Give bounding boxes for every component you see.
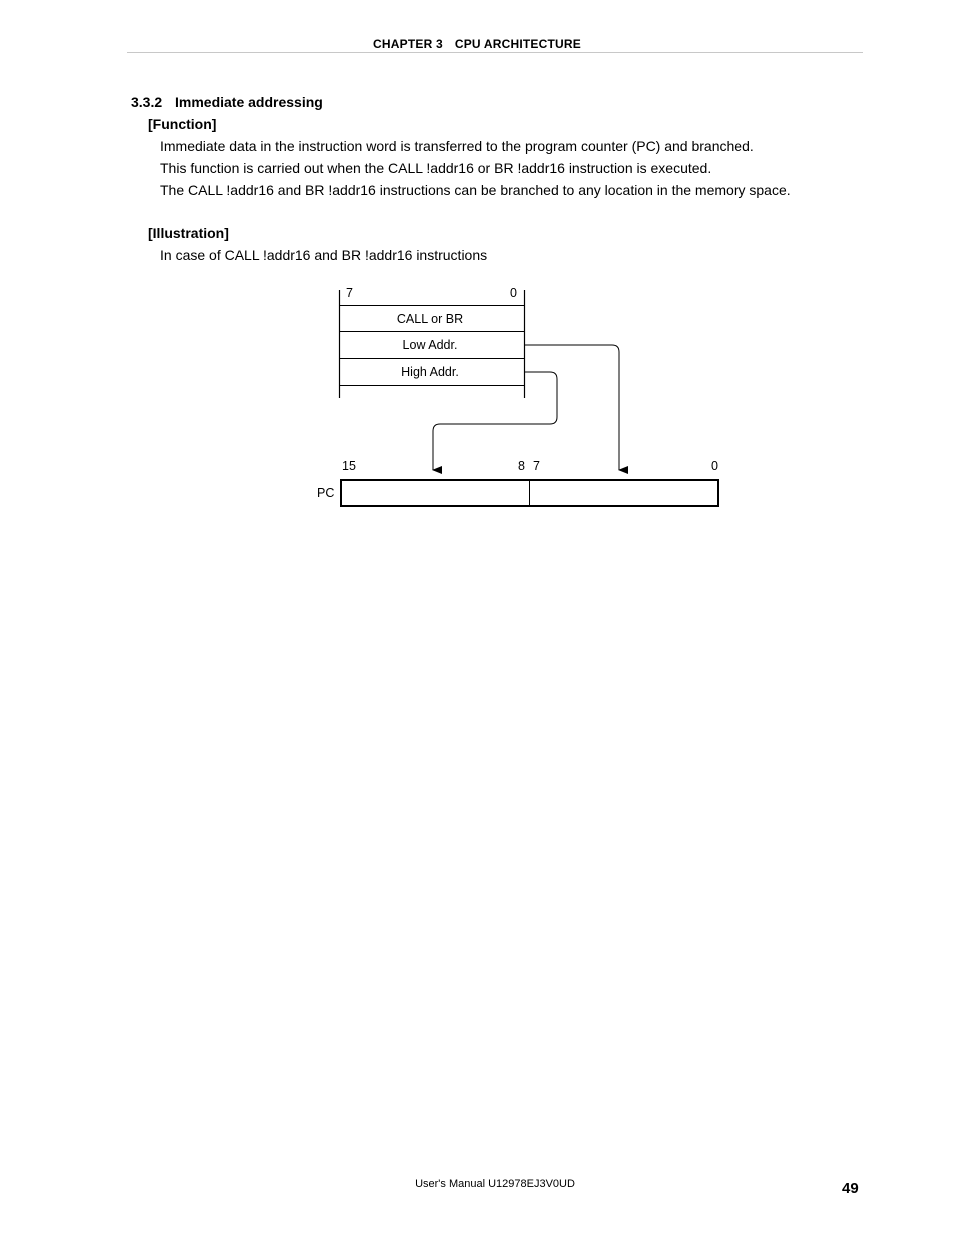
pc-bit-8: 8 (518, 459, 525, 473)
function-heading: [Function] (148, 116, 217, 132)
function-line-1: Immediate data in the instruction word is transferred to the program counter (PC) and branched. (160, 138, 754, 154)
instruction-bit-high: 7 (346, 286, 353, 300)
section-number: 3.3.2 (131, 94, 163, 110)
row-call-or-br: CALL or BR (396, 312, 464, 326)
section-title: Immediate addressing (175, 94, 323, 110)
pc-bit-15: 15 (342, 459, 356, 473)
page-number: 49 (842, 1180, 859, 1197)
pc-bit-7: 7 (533, 459, 540, 473)
instruction-word (339, 286, 525, 398)
function-line-3: The CALL !addr16 and BR !addr16 instructions can be branched to any location in the memory space. (160, 182, 791, 198)
high-addr-arrow (433, 372, 557, 470)
row-low-addr: Low Addr. (402, 338, 458, 352)
low-addr-arrow (525, 345, 619, 470)
chapter-title: CPU ARCHITECTURE (454, 37, 581, 51)
chapter-number: CHAPTER 3 (373, 37, 443, 51)
instruction-bit-low: 0 (510, 286, 517, 300)
pc-bit-0: 0 (711, 459, 718, 473)
illustration-heading: [Illustration] (148, 225, 229, 241)
pc-label: PC (317, 486, 335, 500)
footer-manual-id: User's Manual U12978EJ3V0UD (415, 1178, 575, 1190)
illustration-caption: In case of CALL !addr16 and BR !addr16 instructions (160, 247, 488, 263)
program-counter (317, 459, 718, 506)
function-line-2: This function is carried out when the CALL !addr16 or BR !addr16 instruction is executed. (160, 160, 712, 176)
row-high-addr: High Addr. (401, 365, 459, 379)
